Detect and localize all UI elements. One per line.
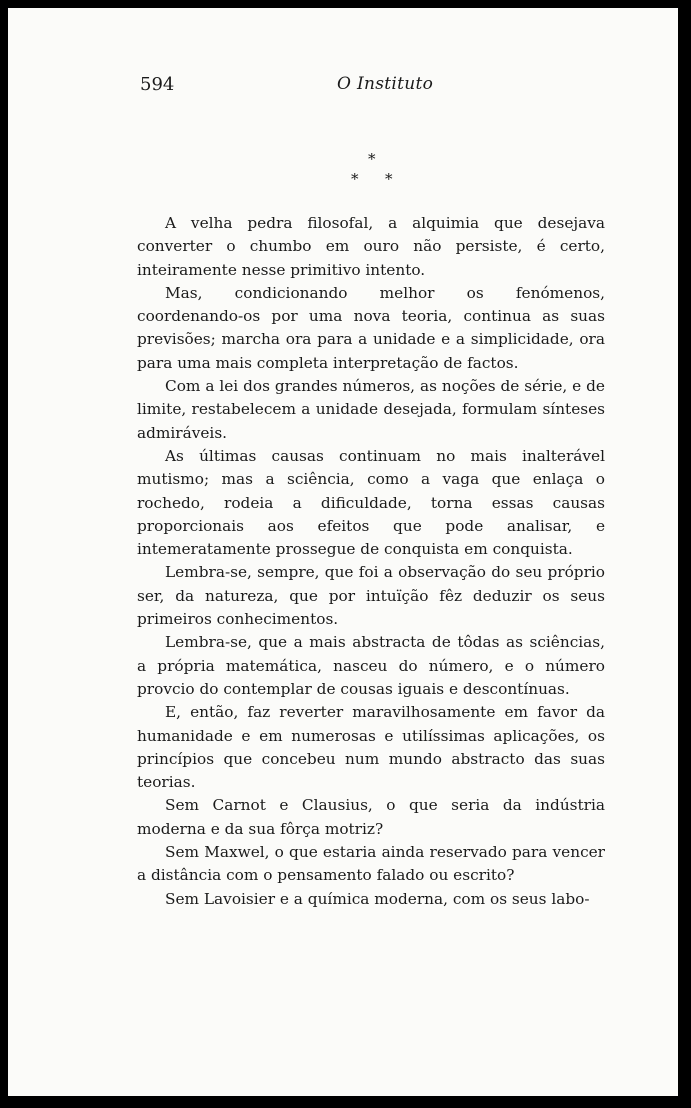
section-separator: [348, 150, 400, 192]
paragraph: Mas, condicionando melhor os fenómenos, coordenando-os por uma nova teoria, continua as suas previsões; marcha ora para a unidade e a simplicidade, ora para uma mais completa interpretação de factos.: [137, 283, 605, 372]
paragraph: As últimas causas continuam no mais inalterável mutismo; mas a sciência, como a vaga que enlaça o rochedo, rodeia a dificuldade, torna essas causas proporcionais aos efeitos que pode analisar, e intemeratamente prossegue de conquista em conquista.: [137, 446, 605, 559]
paragraph: Sem Maxwel, o que estaria ainda reservado para vencer a distância com o pensamento falado ou escrito?: [137, 843, 605, 885]
paragraph: Sem Lavoisier e a química moderna, com os seus labo-: [165, 889, 590, 908]
paragraph: A velha pedra filosofal, a alquimia que desejava converter o chumbo em ouro não persiste, é certo, inteiramente nesse primitivo intento.: [137, 214, 605, 279]
asterisk-right: *: [385, 170, 393, 188]
paragraph: E, então, faz reverter maravilhosamente em favor da humanidade e em numerosas e utilíssimas aplicações, os princípios que concebeu num mundo abstracto das suas teorias.: [137, 703, 605, 792]
paragraph: Lembra-se, que a mais abstracta de tôdas as sciências, a própria matemática, nasceu do número, e o número provcio do contemplar de cousas iguais e descontínuas.: [137, 633, 605, 698]
asterisk-left: *: [351, 170, 359, 188]
paragraph: Sem Carnot e Clausius, o que seria da indústria moderna e da sua fôrça motriz?: [137, 796, 605, 838]
body-text: [137, 212, 605, 911]
book-page: [8, 8, 678, 1096]
running-header: [8, 74, 678, 102]
asterisk-top: *: [368, 150, 376, 168]
running-title: O Instituto: [337, 74, 434, 94]
page-number: 594: [140, 74, 175, 95]
paragraph: Com a lei dos grandes números, as noções de série, e de limite, restabelecem a unidade desejada, formulam sínteses admiráveis.: [137, 377, 605, 442]
paragraph: Lembra-se, sempre, que foi a observação do seu próprio ser, da natureza, que por intuïção fêz deduzir os seus primeiros conhecimentos.: [137, 563, 605, 629]
